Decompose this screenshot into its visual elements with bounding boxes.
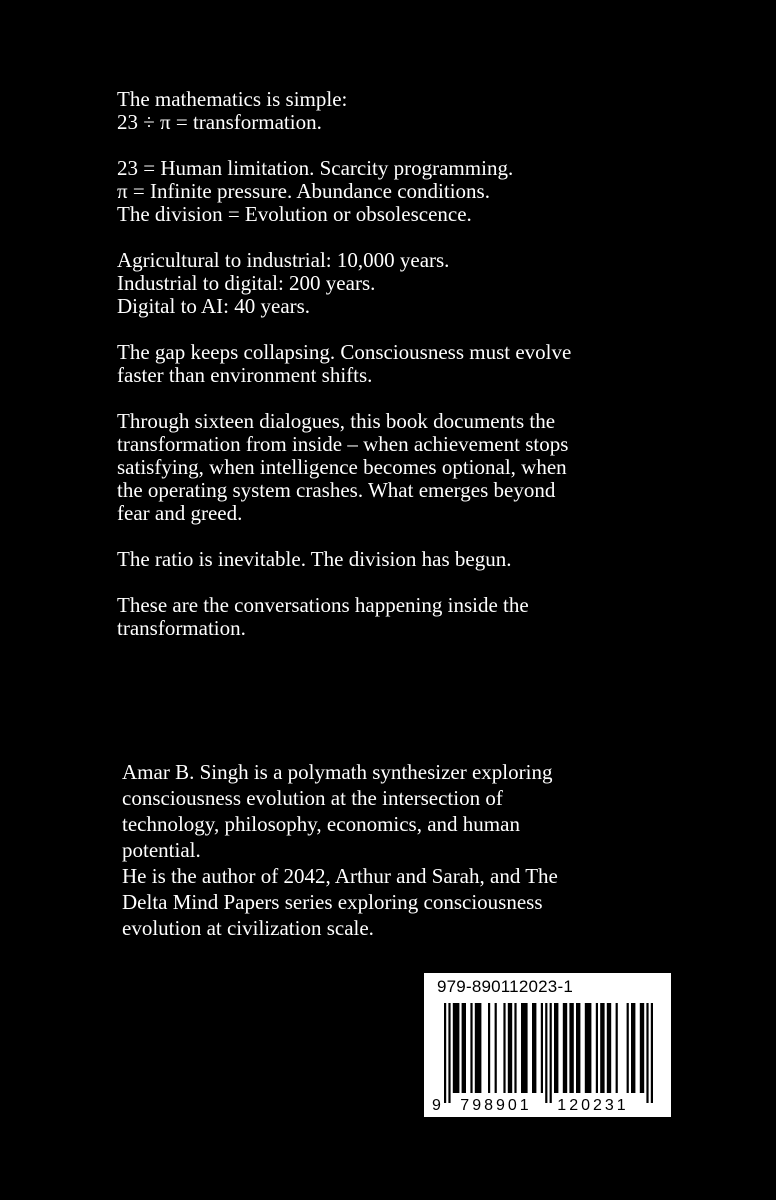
blurb-line: 23 ÷ π = transformation. (117, 110, 322, 134)
bio-line: consciousness evolution at the intersection of (122, 786, 503, 810)
blurb-line: satisfying, when intelligence becomes optional, when (117, 455, 567, 479)
blurb-line: The mathematics is simple: (117, 87, 348, 111)
bio-line: Amar B. Singh is a polymath synthesizer exploring (122, 760, 553, 784)
barcode-bar (554, 1003, 558, 1093)
barcode-bar (545, 1003, 547, 1103)
barcode-bar (532, 1003, 536, 1093)
blurb-paragraph-6 (117, 548, 717, 571)
blurb-line: Industrial to digital: 200 years. (117, 271, 376, 295)
bio-line: potential. (122, 838, 201, 862)
blurb-paragraph-2 (117, 157, 717, 226)
barcode-bar (448, 1003, 450, 1103)
blurb-line: Agricultural to industrial: 10,000 years. (117, 248, 450, 272)
barcode-bar (550, 1003, 552, 1103)
barcode-bar (576, 1003, 580, 1093)
blurb-line: transformation from inside – when achievement stops (117, 432, 569, 456)
barcode-bar (607, 1003, 611, 1093)
blurb-line: 23 = Human limitation. Scarcity programming. (117, 156, 514, 180)
barcode-bar (503, 1003, 505, 1093)
blurb-paragraph-4 (117, 341, 717, 387)
barcode-bar (453, 1003, 460, 1093)
blurb-line: The gap keeps collapsing. Consciousness must evolve (117, 340, 572, 364)
barcode-bar (585, 1003, 592, 1093)
bio-line: evolution at civilization scale. (122, 916, 374, 940)
blurb-line: The ratio is inevitable. The division has begun. (117, 547, 512, 571)
blurb-line: fear and greed. (117, 501, 243, 525)
barcode-bar (541, 1003, 543, 1093)
barcode-bar (475, 1003, 482, 1093)
blurb-line: Digital to AI: 40 years. (117, 294, 311, 318)
bio-line: Delta Mind Papers series exploring consciousness (122, 890, 543, 914)
back-cover-blurb (117, 88, 717, 663)
blurb-line: These are the conversations happening inside the (117, 593, 529, 617)
barcode-bar (569, 1003, 573, 1093)
barcode-bar (495, 1003, 497, 1093)
barcode-bar (596, 1003, 598, 1093)
blurb-line: Through sixteen dialogues, this book documents the (117, 409, 556, 433)
blurb-paragraph-7 (117, 594, 717, 640)
barcode-digits-right: 120231 (557, 1097, 629, 1114)
barcode-bar (627, 1003, 629, 1093)
barcode-bar (563, 1003, 567, 1093)
bio-line: He is the author of 2042, Arthur and Sarah, and The (122, 864, 558, 888)
author-bio (122, 759, 702, 941)
isbn-barcode (424, 973, 671, 1117)
bio-line: technology, philosophy, economics, and human (122, 812, 520, 836)
blurb-line: faster than environment shifts. (117, 363, 373, 387)
blurb-paragraph-5 (117, 410, 717, 525)
barcode-bar (508, 1003, 512, 1093)
isbn-number: 979-890112023-1 (437, 977, 573, 996)
blurb-line: The division = Evolution or obsolescence. (117, 202, 472, 226)
blurb-line: the operating system crashes. What emerges beyond (117, 478, 556, 502)
barcode-bar (521, 1003, 528, 1093)
barcode-bar (514, 1003, 516, 1093)
barcode-bar (631, 1003, 635, 1093)
barcode-bar (470, 1003, 472, 1093)
barcode-digits-left: 798901 (460, 1097, 532, 1114)
blurb-line: π = Infinite pressure. Abundance conditions. (117, 179, 490, 203)
barcode-bar (616, 1003, 618, 1093)
blurb-paragraph-1 (117, 88, 717, 134)
barcode-bar (462, 1003, 466, 1093)
barcode-bar (651, 1003, 653, 1103)
barcode-bar (444, 1003, 446, 1103)
blurb-line: transformation. (117, 616, 246, 640)
barcode-bar (488, 1003, 490, 1093)
barcode-bar (600, 1003, 604, 1093)
barcode-bars (424, 973, 671, 1117)
barcode-digit-first: 9 (432, 1097, 441, 1114)
barcode-bar (646, 1003, 648, 1103)
blurb-paragraph-3 (117, 249, 717, 318)
barcode-bar (640, 1003, 644, 1093)
